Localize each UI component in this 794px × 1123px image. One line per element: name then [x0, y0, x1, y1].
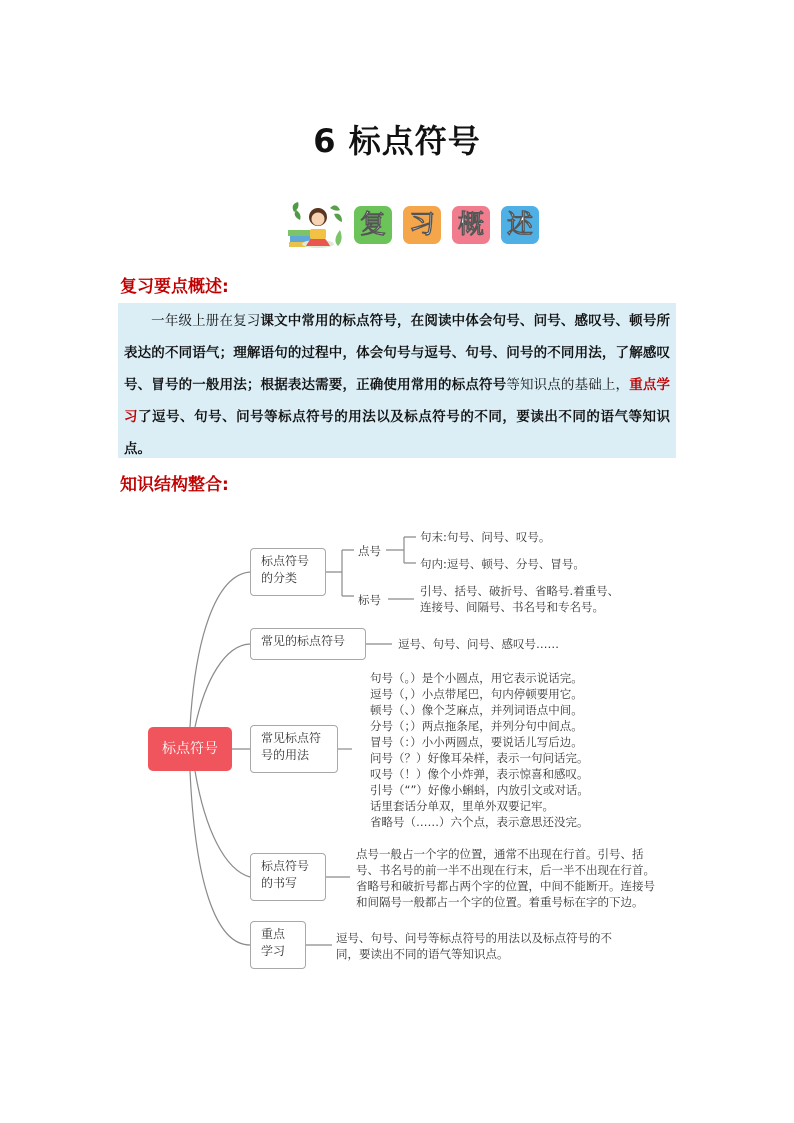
summary-text-2: 课文中常用的标点符号，在阅读中体会句号、问号、感叹号、顿号所表达的不同语气；理解语句的过程中，体会句号与逗号、句号、问号的不同用法，了解感叹号、冒号的一般用法；根据表达需要，正确使用常用的标点符号 [124, 313, 670, 393]
branch-key-study-label-1: 重点 [261, 927, 286, 941]
summary-highlight: 重点学习 [124, 377, 671, 425]
branch-usage [250, 725, 338, 773]
dianhao-sentence-end: 句末:句号、问号、叹号。 [420, 530, 551, 544]
usage-line: 叹号（！）像个小炸弹，表示惊喜和感叹。 [370, 767, 589, 781]
sub-dianhao: 点号 [358, 544, 381, 558]
banner-char-overview-2: 述 [501, 206, 539, 244]
branch-common-label: 常见的标点符号 [261, 634, 346, 648]
writing-line: 号、书名号的前一半不出现在行末，后一半不出现在行首。 [356, 863, 655, 877]
section-heading-structure: 知识结构整合: [120, 475, 229, 495]
summary-text-3: 等知识点的基础上， [506, 377, 630, 393]
biaohao-list-2: 连接号、间隔号、书名号和专名号。 [420, 600, 604, 614]
usage-line: 顿号（、）像个芝麻点，并列词语点中间。 [370, 703, 583, 717]
key-study-text [336, 930, 612, 962]
branch-writing [250, 853, 326, 901]
branch-common [250, 628, 366, 660]
key-study-line: 逗号、句号、问号等标点符号的用法以及标点符号的不 [336, 931, 612, 945]
branch-classification [250, 548, 326, 596]
writing-rules [356, 846, 655, 910]
branch-classification-label-1: 标点符号 [261, 554, 310, 568]
usage-rhymes [370, 670, 589, 830]
biaohao-list-1: 引号、括号、破折号、省略号.着重号、 [420, 584, 620, 598]
branch-key-study-label-2: 学习 [261, 944, 286, 958]
section-heading-summary: 复习要点概述: [120, 277, 229, 297]
banner-char-review-1: 复 [354, 206, 392, 244]
branch-key-study [250, 921, 306, 969]
common-list: 逗号、句号、问号、感叹号…… [398, 637, 559, 651]
branch-usage-label-2: 号的用法 [261, 748, 310, 762]
summary-text-4: 了逗号、句号、问号等标点符号的用法以及标点符号的不同，要读出不同的语气等知识点。 [124, 409, 671, 457]
summary-text-1: 一年级上册在复习 [151, 313, 261, 329]
usage-line: 逗号（，）小点带尾巴，句内停顿要用它。 [370, 687, 583, 701]
usage-line: 冒号（：）小小两圆点，要说话儿写后边。 [370, 735, 583, 749]
dianhao-sentence-inner: 句内:逗号、顿号、分号、冒号。 [420, 557, 585, 571]
page-title: 6 标点符号 [313, 122, 481, 160]
banner-char-overview-1: 概 [452, 206, 490, 244]
banner-char-review-2: 习 [403, 206, 441, 244]
writing-line: 点号一般占一个字的位置，通常不出现在行首。引号、括 [356, 847, 644, 861]
usage-line: 引号（“”）好像小蝌蚪，内放引文或对话。 [370, 783, 589, 797]
usage-line: 话里套话分单双，里单外双要记牢。 [370, 799, 554, 813]
writing-line: 和间隔号一般都占一个字的位置。着重号标在字的下边。 [356, 895, 644, 909]
usage-line: 省略号（……）六个点，表示意思还没完。 [370, 815, 589, 829]
usage-line: 句号（。）是个小圆点，用它表示说话完。 [370, 671, 583, 685]
usage-line: 问号（？）好像耳朵样，表示一句问话完。 [370, 751, 589, 765]
usage-line: 分号（；）两点拖条尾，并列分句中间点。 [370, 719, 583, 733]
branch-writing-label-1: 标点符号 [261, 859, 310, 873]
branch-classification-label-2: 的分类 [261, 571, 298, 585]
mindmap-root: 标点符号 [148, 727, 232, 771]
sub-biaohao: 标号 [358, 593, 381, 607]
writing-line: 省略号和破折号都占两个字的位置，中间不能断开。连接号 [356, 879, 655, 893]
branch-usage-label-1: 常见标点符 [261, 731, 322, 745]
key-study-line: 同，要读出不同的语气等知识点。 [336, 947, 509, 961]
branch-writing-label-2: 的书写 [261, 876, 298, 890]
